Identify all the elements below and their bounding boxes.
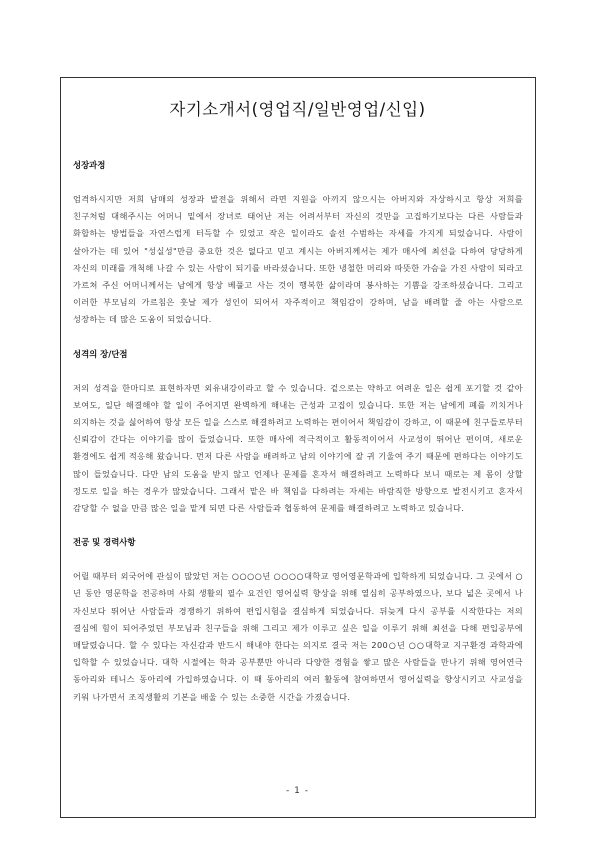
section-body-growth: 엄격하시지만 저희 남매의 성장과 발전을 위해서 라면 지원을 아끼지 않으시는 아버지와 자상하시고 항상 저희를 친구처럼 대해주시는 어머니 밑에서 장녀로 태어난 저는 어려서부터 자신의 것만을 고집하기보다는 다른 사람들과 화합하는 방법들을 자연스럽게 터득할 수 있었고 작은 일이라도 솔선 수범하는 자세를 가지게 되었습니다. 사람이 살아가는 데 있어 "성실성"만큼 중요한 것은 없다고 믿고 계시는 아버지께서는 제가 매사에 최선을 다하여 당당하게 자신의 미래를 개척해 나갈 수 있는 사람이 되기를 바라셨습니다. 또한 냉철한 머리와 따뜻한 가슴을 가진 사람이 되라고 가르쳐 주신 어머니께서는 남에게 항상 베풀고 사는 것이 행복한 삶이라며 봉사하는 기쁨을 강조하셨습니다. 그리고 이러한 부모님의 가르침은 훗날 제가 성인이 되어서 자주적이고 책임감이 강하며, 남을 배려할 줄 아는 사람으로 성장하는 데 많은 도움이 되었습니다. bbox=[73, 194, 523, 325]
section-heading-major-career: 전공 및 경력사항 bbox=[73, 537, 136, 548]
document-title: 자기소개서(영업직/일반영업/신입) bbox=[169, 100, 426, 119]
section-heading-personality: 성격의 장/단점 bbox=[73, 348, 128, 359]
section-body-personality: 저의 성격을 한마디로 표현하자면 외유내강이라고 할 수 있습니다. 겉으로는 약하고 여려운 일은 쉽게 포기할 것 같아 보여도, 일단 해결해야 할 일이 주어지면 완벽하게 해내는 근성과 고집이 있습니다. 또한 저는 남에게 폐를 끼치거나 의지하는 것을 싫어하여 항상 모든 일을 스스로 해결하려고 노력하는 편이어서 책임감이 강하고, 이 때문에 친구들로부터 신뢰감이 간다는 이야기를 많이 들었습니다. 또한 매사에 적극적이고 활동적이어서 사교성이 뛰어난 편이며, 새로운 환경에도 쉽게 적응해 왔습니다. 먼저 다른 사람을 배려하고 남의 이야기에 잘 귀 기울여 주기 때문에 편하다는 이야기도 많이 들었습니다. 다만 남의 도움을 받지 않고 언제나 문제를 혼자서 해결하려고 노력하다 보니 때로는 제 몸이 상할 정도로 일을 하는 경우가 많았습니다. 그래서 맡은 바 책임을 다하려는 자세는 바람직한 방향으로 발전시키고 혼자서 감당할 수 없을 만큼 많은 일을 맡게 되면 다른 사람들과 협동하여 문제를 해결하려고 노력하고 있습니다. bbox=[73, 382, 523, 514]
section-body-major-career: 어릴 때부터 외국어에 관심이 많았던 저는 ○○○○년 ○○○○대학교 영어영문학과에 입학하게 되었습니다. 그 곳에서 ○년 동안 영문학을 전공하며 사회 생활의 필수 요건인 영어실력 향상을 위해 열심히 공부하였으나, 보다 넓은 곳에서 나 자신보다 뛰어난 사람들과 경쟁하기 위하여 편입시험을 결심하게 되었습니다. 뒤늦게 다시 공부를 시작한다는 저의 결심에 힘이 되어주었던 부모님과 친구들을 위해 그리고 제가 이루고 싶은 일을 이루기 위해 최선을 다해 편입공부에 매달렸습니다. 할 수 있다는 자신감과 반드시 해내야 한다는 의지로 결국 저는 200○년 ○○대학교 지구환경 과학과에 입학할 수 있었습니다. 대학 시절에는 학과 공부뿐만 아니라 다양한 경험을 쌓고 많은 사람들을 만나기 위해 영어연극 동아리와 테니스 동아리에 가입하였습니다. 이 때 동아리의 여러 활동에 참여하면서 영어실력을 향상시키고 사교성을 키워 나가면서 조직생활의 기본을 배울 수 있는 소중한 시간을 가졌습니다. bbox=[73, 571, 523, 702]
page-number: - 1 - bbox=[286, 786, 309, 796]
document-body bbox=[73, 159, 523, 706]
section-heading-growth: 성장과정 bbox=[73, 160, 106, 170]
